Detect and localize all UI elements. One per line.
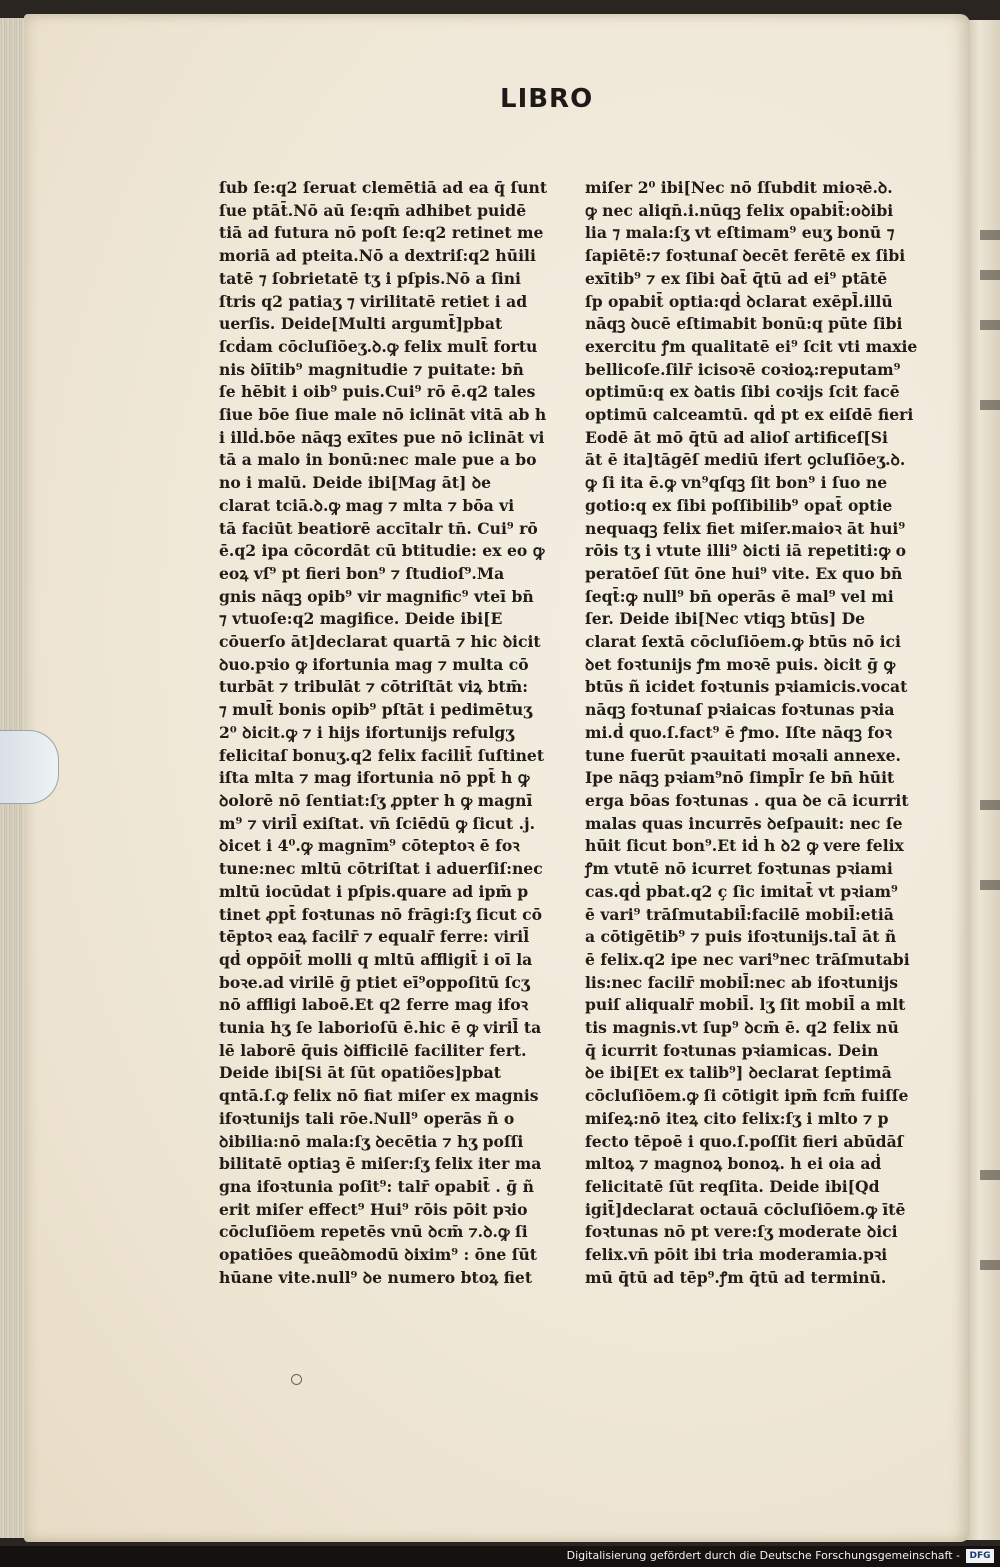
text-line: tinet ꝓpt̄ foꝛtunas nō frāgi:ſʒ ſicut cō — [219, 904, 543, 924]
text-line: q̄ icurrit foꝛtunas pꝛiamicas. Dein — [585, 1040, 879, 1060]
running-head: LIBRO — [500, 84, 594, 114]
text-line: ſer. Deide ibi[Nec vtiqꝫ btūs] De — [585, 609, 866, 629]
text-line: ꝺicet i 4⁰.ꝙ magnīm⁹ cōteptoꝛ ē foꝛ — [219, 836, 520, 856]
text-line: m⁹ ⁊ viril̄ exiſtat. vn̄ ſciēdū ꝙ ſicut .j. — [219, 813, 536, 833]
text-line: miſer 2⁰ ibi[Nec nō ſſubdit mioꝛē.ꝺ. — [585, 178, 893, 197]
footer-bar — [0, 1546, 1000, 1567]
text-line: exercitu ꝭm qualitatē ei⁹ ſcit vti maxie — [585, 336, 918, 356]
text-line: felicitatē ſūt reqſita. Deide ibi[Qd — [585, 1176, 880, 1196]
text-line: 2⁰ ꝺicit.ꝙ ⁊ i hijs ifortunijs refulgʒ — [219, 722, 515, 742]
text-line: ſub ſe:q2 ſeruat clemētiā ad ea q̄ ſunt — [219, 178, 548, 197]
text-line: lis:nec facilr̄ mobil̄:nec ab ifoꝛtunijs — [585, 972, 899, 992]
text-fragment — [980, 1170, 1000, 1180]
text-line: eoꝝ vſ⁹ pt fieri bon⁹ ⁊ ſtudioſ⁹.Ma — [219, 563, 505, 583]
text-line: ſtris q2 patiaʒ ⁊ virilitatē retiet i ad — [219, 291, 528, 311]
text-line: clarat ſextā cōcluſiōem.ꝙ btūs nō ici — [585, 632, 901, 652]
paper-blemish — [291, 1374, 302, 1385]
right-text-column — [585, 177, 918, 1289]
text-line: ſp opabit̄ optia:qḋ ꝺclarat exēpl̄.illū — [585, 291, 893, 311]
text-line: bilitatē optiaꝫ ē miſer:ſʒ felix iter ma — [219, 1154, 542, 1174]
text-line: gnis nāqꝫ opib⁹ vir magnific⁹ vteī bn̄ — [219, 586, 534, 606]
text-line: tis magnis.vt ſup⁹ ꝺcm̄ ē. q2 felix nū — [585, 1018, 899, 1038]
text-line: moriā ad pteita.Nō a dextriſ:q2 hūili — [219, 246, 536, 266]
text-line: gna ifoꝛtunia poſit⁹: talr̄ opabit̄ . ḡ ñ — [219, 1176, 534, 1196]
text-line: ē vari⁹ trāſmutabil̄:facilē mobil̄:etiā — [585, 904, 894, 924]
text-line: turbāt ⁊ tribulāt ⁊ cōtriſtāt viꝝ btm̄: — [219, 677, 529, 697]
text-fragment — [980, 880, 1000, 890]
text-line: lē laborē q̄uis ꝺifficilē faciliter fert. — [219, 1040, 527, 1060]
text-line: ſue ptāt̄.Nō aū ſe:qm̄ adhibet puidē — [219, 200, 527, 220]
text-line: peratōeſ ſūt ōne hui⁹ vite. Ex quo bn̄ — [585, 563, 903, 583]
text-line: ꝺe ibi[Et ex talib⁹] ꝺeclarat ſeptimā — [585, 1063, 892, 1083]
text-line: ꝭm vtutē nō icurret foꝛtunas pꝛiami — [585, 859, 893, 879]
text-line: fecto tēpoē i quo.ſ.poſſit fieri abūdāſ — [585, 1131, 904, 1151]
text-fragment — [980, 1260, 1000, 1270]
text-line: ꝺuo.pꝛio ꝙ ifortunia mag ⁊ multa cō — [219, 654, 529, 674]
text-line: puiſ aliqualr̄ mobil̄. lʒ ſit mobil̄ a mlt — [585, 995, 906, 1015]
text-line: āt ē ita]tāgēſ mediū ifert ꝯcluſiōeʒ.ꝺ. — [585, 450, 906, 470]
text-line: foꝛtunas nō pt vere:ſʒ moderate ꝺici — [585, 1222, 898, 1242]
text-line: erga bōas foꝛtunas . qua ꝺe cā icurrit — [585, 790, 909, 810]
text-line: gotio:q ex ſibi poſſibilib⁹ opat̄ optie — [585, 495, 893, 515]
text-line: ꝺet foꝛtunijs ꝭm moꝛē puis. ꝺicit ḡ ꝙ — [585, 654, 896, 674]
footer-credit: Digitalisierung gefördert durch die Deutsche Forschungsgemeinschaft - — [566, 1549, 960, 1562]
text-line: hūane vite.null⁹ ꝺe numero btoꝝ fiet — [219, 1267, 533, 1287]
dfg-logo: DFG — [966, 1549, 994, 1563]
text-line: mltoꝝ ⁊ magnoꝝ bonoꝝ. h ei oia aḋ — [585, 1154, 882, 1174]
text-line: cōcluſiōem repetēs vnū ꝺcm̄ ⁊.ꝺ.ꝙ ſi — [219, 1222, 528, 1242]
text-line: malas quas incurrēs ꝺeſpauit: nec ſe — [585, 813, 903, 833]
text-fragment — [980, 320, 1000, 330]
page-clip — [0, 730, 59, 804]
text-line: ꝙ ſi ita ē.ꝙ vn⁹qſqꝫ ſit bon⁹ i ſuo ne — [585, 473, 888, 493]
text-line: Ipe nāqꝫ pꝛiam⁹nō ſimpl̄r ſe bn̄ hūit — [585, 768, 895, 788]
text-line: boꝛe.ad virilē ḡ ptiet eī⁹oppoſitū ſcʒ — [219, 972, 530, 992]
text-fragment — [980, 270, 1000, 280]
text-line: ꝺolorē nō ſentiat:ſʒ ꝓpter h ꝙ magnī — [219, 790, 533, 810]
text-line: btūs ñ icidet foꝛtunis pꝛiamicis.vocat — [585, 677, 908, 697]
text-line: Eodē āt mō q̄tū ad alioſ artificeſ[Si — [585, 427, 888, 447]
text-line: felicitaſ bonuʒ.q2 felix facilit̄ ſuſtinet — [219, 745, 545, 765]
text-line: ſe hēbit i oib⁹ puis.Cui⁹ rō ē.q2 tales — [219, 382, 536, 402]
text-line: bellicoſe.ſilr̄ icisoꝛē coꝛioꝝ:reputam⁹ — [585, 359, 901, 379]
adjacent-page-edge — [966, 20, 1000, 1540]
text-line: a cōtigētib⁹ ⁊ puis ifoꝛtunijs.tal̄ āt ñ — [585, 927, 897, 947]
text-fragment — [980, 230, 1000, 240]
text-line: ſcḋam cōcluſiōeʒ.ꝺ.ꝙ felix mult̄ fortu — [219, 336, 538, 356]
text-line: ē felix.q2 ipe nec vari⁹nec trāſmutabi — [585, 949, 910, 969]
text-line: ꝙ nec aliqn̄.i.nūqꝫ felix opabit̄:oꝺibi — [585, 200, 894, 220]
text-line: lia ⁊ mala:ſʒ vt eſtimam⁹ euʒ bonū ⁊ — [585, 223, 895, 243]
text-line: nis ꝺiītib⁹ magnitudie ⁊ puitate: bn̄ — [219, 359, 524, 379]
text-line: hūit ſicut bon⁹.Et iḋ h ꝺ2 ꝙ vere felix — [585, 836, 904, 856]
text-line: Deide ibi[Si āt ſūt opatiões]pbat — [219, 1063, 501, 1083]
text-line: igit̄]declarat octauā cōcluſiōem.ꝙ ītē — [585, 1199, 906, 1219]
text-line: ē.q2 ipa cōcordāt cū btitudie: ex eo ꝙ — [219, 541, 545, 561]
text-line: optimū calceamtū. qḋ pt ex eiſdē fieri — [585, 405, 914, 425]
text-line: rōis tʒ i vtute illi⁹ ꝺicti iā repetiti:ꝙ o — [585, 541, 906, 561]
text-line: iſta mlta ⁊ mag ifortunia nō ppt̄ h ꝙ — [219, 768, 530, 788]
text-fragment — [980, 400, 1000, 410]
text-line: mltū iocūdat i pſpis.quare ad ipm̄ p — [219, 881, 529, 901]
text-line: tiā ad futura nō poſt ſe:q2 retinet me — [219, 223, 544, 243]
text-line: tunia hʒ ſe laborioſū ē.hic ē ꝙ viril̄ ta — [219, 1018, 542, 1038]
text-line: tune:nec mltū cōtriſtat i aduerſiſ:nec — [219, 859, 543, 879]
text-line: tune fuerūt pꝛauitati moꝛali annexe. — [585, 745, 901, 765]
text-line: nāqꝫ foꝛtunaſ pꝛiaicas foꝛtunas pꝛia — [585, 700, 895, 720]
text-line: ſeqt̄:ꝙ null⁹ bn̄ operās ē mal⁹ vel mi — [585, 586, 894, 606]
text-line: tā faciūt beatiorē accītalr tn̄. Cui⁹ rō — [219, 518, 538, 538]
text-line: clarat tciā.ꝺ.ꝙ mag ⁊ mlta ⁊ bōa vi — [219, 495, 515, 515]
text-line: cōcluſiōem.ꝙ ſi cōtigit ipm̄ fcm̄ fuiſſe — [585, 1086, 909, 1106]
text-line: i illḋ.bōe nāqꝫ exītes pue nō iclināt vi — [219, 427, 545, 447]
text-line: ꝺibilia:nō mala:ſʒ ꝺecētia ⁊ hʒ poſſi — [219, 1131, 524, 1151]
text-line: ⁊ vtuoſe:q2 magifice. Deide ibi[E — [219, 609, 503, 629]
text-line: tatē ⁊ ſobrietatē tʒ i pſpis.Nō a ſini — [219, 268, 521, 288]
text-line: nāqꝫ ꝺucē eſtimabit bonū:q pūte ſibi — [585, 314, 903, 334]
left-text-column — [219, 177, 548, 1289]
text-line: opatiōes queāꝺmodū ꝺixim⁹ : ōne ſūt — [219, 1245, 538, 1265]
text-line: cas.qḋ pbat.q2 ç ſic imitat̄ vt pꝛiam⁹ — [585, 881, 898, 901]
text-line: ifoꝛtunijs tali rōe.Null⁹ operās ñ o — [219, 1108, 515, 1128]
text-line: ſapiētē:⁊ foꝛtunaſ ꝺecēt ferētē ex ſibi — [585, 246, 906, 266]
text-line: erit miſer effect⁹ Hui⁹ rōis pōit pꝛio — [219, 1199, 528, 1219]
text-line: nō affligi laboē.Et q2 ferre mag ifoꝛ — [219, 995, 529, 1015]
text-line: mi.ḋ quo.ſ.fact⁹ ē ꝭmo. Iſte nāqꝫ foꝛ — [585, 722, 892, 742]
text-fragment — [980, 800, 1000, 810]
text-line: qntā.ſ.ꝙ felix nō fiat miſer ex magnis — [219, 1086, 539, 1106]
text-line: tā a malo in bonū:nec male pue a bo — [219, 450, 537, 470]
text-line: optimū:q ex ꝺatis ſibi coꝛijs ſcit facē — [585, 382, 900, 402]
text-line: mū q̄tū ad tēp⁹.ꝭm q̄tū ad terminū. — [585, 1267, 887, 1287]
text-line: uerſis. Deide[Multi argumt̄]pbat — [219, 314, 503, 334]
text-line: exītib⁹ ⁊ ex ſibi ꝺat̄ q̄tū ad ei⁹ ptātē — [585, 268, 888, 288]
text-line: ⁊ mult̄ bonis opib⁹ pſtāt i pedimētuʒ — [219, 700, 533, 720]
text-line: ſiue bōe ſiue male nō iclināt vitā ab h — [219, 405, 547, 425]
text-line: tēptoꝛ eaꝝ facilr̄ ⁊ equalr̄ ferre: viril̄ — [219, 927, 530, 947]
text-line: nequaqꝫ felix fiet miſer.maioꝛ āt hui⁹ — [585, 518, 906, 538]
text-line: qḋ oppōit̄ molli q mltū affligit̄ i oī la — [219, 949, 533, 969]
text-line: cōuerſo āt]declarat quartā ⁊ hic ꝺicit — [219, 632, 541, 652]
text-line: miſeꝝ:nō iteꝝ cito felix:ſʒ i mlto ⁊ p — [585, 1108, 889, 1128]
text-line: felix.vn̄ pōit ibi tria moderamia.pꝛi — [585, 1245, 888, 1265]
text-line: no i malū. Deide ibi[Mag āt] ꝺe — [219, 473, 492, 493]
